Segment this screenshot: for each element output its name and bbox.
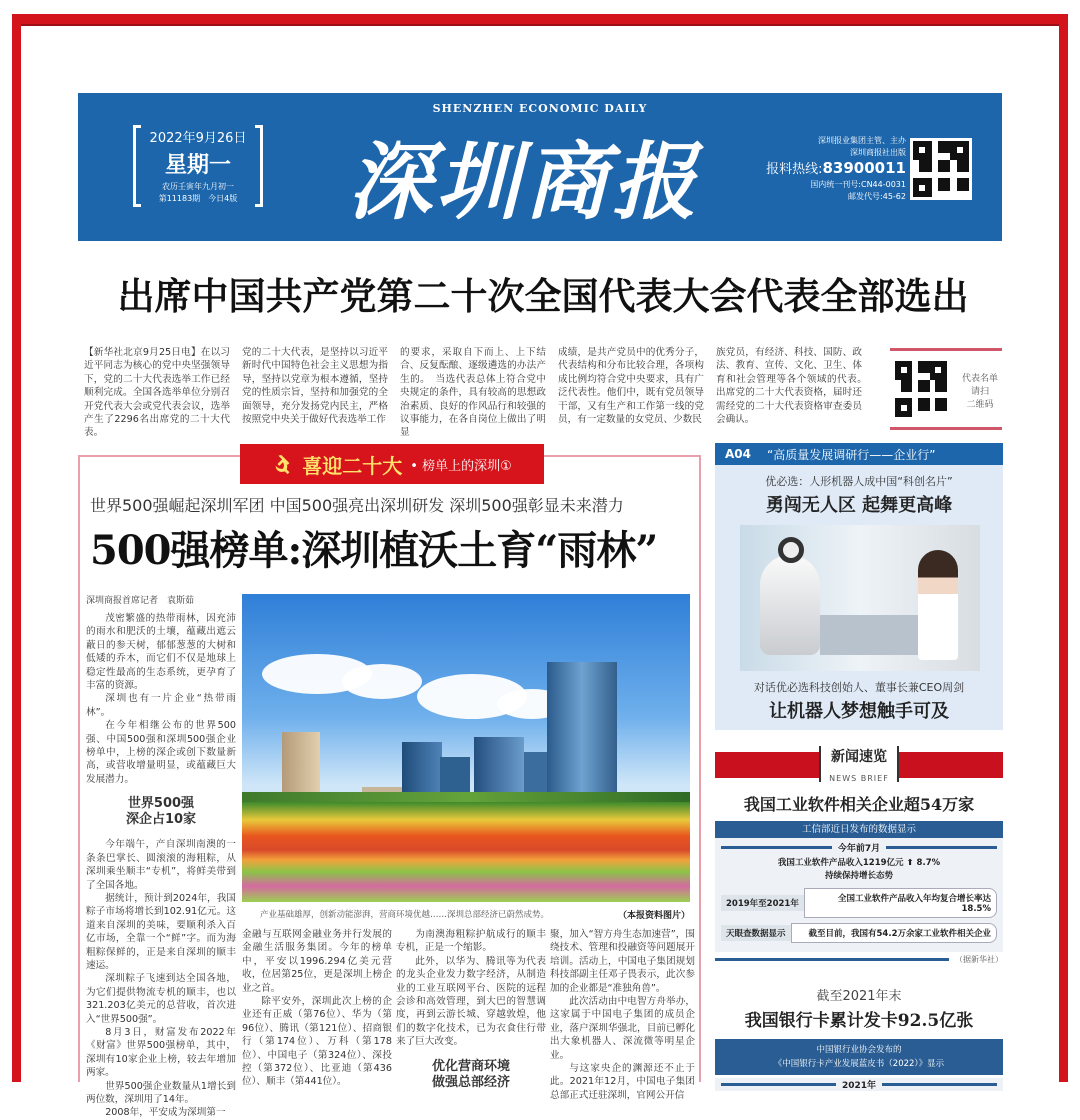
paragraph: 除平安外，深圳此次上榜的企业还有正威（第76位）、华为（第96位）、腾讯（第121位）、招商银行（第174位）、万科（第178位）、中国电子（第324位）、深投控（第372位）、比亚迪（第436位）、顺丰（第441位）。 bbox=[242, 996, 392, 1088]
news-brief-bar bbox=[715, 749, 1003, 783]
section-heading-line: 做强总部经济 bbox=[431, 1074, 510, 1090]
story-column-4 bbox=[550, 928, 695, 1102]
masthead bbox=[78, 93, 1002, 241]
intro-article bbox=[84, 346, 874, 440]
section-heading-line: 世界500强 bbox=[127, 796, 195, 812]
qr-code-icon[interactable] bbox=[910, 138, 972, 200]
paragraph: 深圳粽子飞速到达全国各地，为它们提供物流专机的顺丰，也以321.203亿美元的总营收，首次进入“世界500强”。 bbox=[86, 973, 236, 1025]
paragraph: 8月3日，财富发布2022年《财富》世界500强榜单，其中，深圳有10家企业上榜，较去年增加两家。 bbox=[86, 1026, 236, 1079]
hotline-label: 报料热线: bbox=[766, 162, 823, 177]
postal-code: 邮发代号:45-62 bbox=[848, 192, 906, 201]
news-brief-en: NEWS BRIEF bbox=[829, 774, 889, 783]
story-column-2 bbox=[242, 928, 392, 1089]
source-credit: （据新华社） bbox=[715, 954, 1003, 965]
row-label: 天眼查数据显示 bbox=[721, 925, 791, 941]
row-value: 截至目前，我国有54.2万余家工业软件相关企业 bbox=[791, 923, 997, 943]
hotline bbox=[766, 159, 906, 179]
brief2-source-bar bbox=[715, 1039, 1003, 1075]
infographic-row bbox=[721, 888, 997, 918]
robot-photo bbox=[740, 525, 980, 671]
date-box bbox=[133, 125, 263, 207]
source-line: 《中国银行卡产业发展蓝皮书（2022）》显示 bbox=[773, 1059, 945, 1069]
publisher-info bbox=[766, 135, 906, 203]
photo-caption bbox=[260, 908, 690, 921]
paragraph: 聚，加入“智方舟生态加速营”，围绕技术、管理和投融资等问题展开培训。活动上，中国电子集团规划科技部副主任邓子畏表示，此次参加的企业都是“准独角兽”。 bbox=[550, 929, 695, 994]
newspaper-logo: 深圳商报 bbox=[348, 132, 701, 231]
date: 2022年9月26日 bbox=[149, 131, 247, 146]
paragraph: 据统计，预计到2024年，我国粽子市场将增长到102.91亿元。这道来自深圳的美味，要顺利杀入百亿市场，全靠一个“鲜”字。而为海粗粽保鲜的，正是来自深圳的顺丰速运。 bbox=[86, 892, 236, 971]
delegate-list-qr bbox=[890, 348, 1002, 430]
intro-column: 的要求，采取自下而上、上下结合、反复酝酿、逐级遴选的办法产生的。 当选代表总体上符合党中央规定的条件，具有较高的思想政治素质、良好的作风品行和较强的议事能力，在各自岗位上做出了明显 bbox=[400, 347, 546, 439]
infographic-stat: 我国工业软件产品收入1219亿元 ⬆ 8.7% bbox=[777, 858, 941, 868]
main-headline: 出席中国共产党第二十次全国代表大会代表全部选出 bbox=[117, 275, 969, 318]
weekday: 星期一 bbox=[164, 153, 231, 178]
right-sidebar bbox=[715, 443, 1003, 1094]
infographic-stat: 持续保持增长态势 bbox=[824, 871, 893, 881]
issue-number: 第11183期 今日4版 bbox=[158, 194, 238, 203]
paragraph: 世界500强企业数量从1增长到两位数，深圳用了14年。 bbox=[86, 1080, 236, 1105]
publisher-line: 深圳报业集团主管、主办 bbox=[818, 136, 906, 145]
section-heading-line: 优化营商环境 bbox=[431, 1058, 510, 1074]
brief2-headline: 我国银行卡累计发卡92.5亿张 bbox=[744, 1011, 974, 1031]
intro-column: 党的二十大代表，是坚持以习近平新时代中国特色社会主义思想为指导，坚持以党章为根本遵循，坚持党的性质宗旨，坚持和加强党的全面领导，充分发扬党内民主，严格按照党中央关于做好代表选举工作 bbox=[242, 347, 388, 426]
page-number: A04 bbox=[725, 447, 751, 461]
row-label: 2019年至2021年 bbox=[721, 895, 804, 911]
section-heading bbox=[86, 796, 236, 828]
teaser-kicker: 优必选：人形机器人成中国“科创名片” bbox=[765, 475, 953, 488]
brief2-kicker: 截至2021年末 bbox=[816, 989, 902, 1004]
news-brief-cn: 新闻速览 bbox=[831, 749, 887, 765]
photo-credit: （本报资料图片） bbox=[617, 911, 690, 921]
row-value: 全国工业软件产品收入年均复合增长率达18.5% bbox=[804, 888, 997, 918]
lunar-date: 农历壬寅年九月初一 bbox=[162, 182, 234, 191]
byline: 深圳商报首席记者 袁斯茹 bbox=[86, 596, 195, 606]
teaser-title: 勇闯无人区 起舞更高峰 bbox=[765, 495, 953, 516]
teaser-title-2: 让机器人梦想触手可及 bbox=[769, 701, 949, 722]
source-line: 中国银行业协会发布的 bbox=[816, 1045, 902, 1055]
brief-headline: 我国工业软件相关企业超54万家 bbox=[743, 795, 975, 814]
qr-caption-line: 代表名单 bbox=[961, 374, 998, 384]
qr-code-icon[interactable] bbox=[892, 358, 950, 420]
a04-header bbox=[715, 443, 1003, 465]
infographic-period: 今年前7月 bbox=[715, 841, 1003, 854]
banner-title: 喜迎二十大 bbox=[302, 453, 403, 478]
story-column-3 bbox=[396, 928, 546, 1101]
news-brief-label bbox=[819, 746, 899, 782]
infographic-title: 工信部近日发布的数据显示 bbox=[715, 821, 1003, 838]
infographic-row bbox=[721, 923, 997, 943]
paragraph: 为南澳海粗粽护航成行的顺丰专机，正是一个缩影。 bbox=[396, 929, 546, 954]
qr-caption bbox=[962, 373, 998, 412]
hotline-number: 83900011 bbox=[822, 159, 906, 177]
brief2-period: 2021年 bbox=[715, 1078, 1003, 1091]
story-subhead: 世界500强崛起深圳军团 中国500强亮出深圳研发 深圳500强彰显未来潜力 bbox=[90, 496, 624, 515]
paragraph: 在今年相继公布的世界500强、中国500强和深圳500强企业榜单中，上榜的深企或创下数量新高，或营收增量明显，或蕴藏巨大发展潜力。 bbox=[86, 720, 236, 785]
paragraph: 此次活动由中电智方舟举办，这家属于中国电子集团的成员企业，落户深圳华强北，目前已孵化出大象机器人、深流微等明星企业。 bbox=[550, 996, 695, 1061]
paragraph: 此外，以华为、腾讯等为代表的龙头企业发力数字经济，从制造业的工业互联网平台、医院的远程会诊和高效管理，到大巴的智慧调度，再到云游长城、穿越敦煌，他们的数字化技术，已为衣食住行带来了巨大改变。 bbox=[396, 955, 546, 1048]
intro-column: 【新华社北京9月25日电】在以习近平同志为核心的党中央坚强领导下，党的二十大代表选举工作已经顺利完成。全国各选举单位分别召开党代表大会或党代表会议，选举产生了2296名出席党的二十大代表。 bbox=[84, 347, 230, 439]
paragraph: 今年端午，产自深圳南澳的一条条巴掌长、圆滚滚的海粗粽，从深圳乘坐顺丰“专机”，将鲜美带到了全国各地。 bbox=[86, 839, 236, 891]
publisher-line: 深圳商报社出版 bbox=[850, 148, 906, 157]
section-heading-line: 深企占10家 bbox=[125, 812, 197, 828]
cn-number: 国内统一刊号:CN44-0031 bbox=[810, 180, 906, 189]
software-infographic bbox=[715, 821, 1003, 952]
qr-caption-line: 请扫 bbox=[970, 387, 989, 397]
qr-caption-line: 二维码 bbox=[966, 400, 994, 410]
paragraph: 与这家央企的渊源还不止于此。2021年12月，中国电子集团总部正式迁驻深圳，官网公开信 bbox=[550, 1063, 695, 1101]
teaser-kicker-2: 对话优必选科技创始人、董事长兼CEO周剑 bbox=[753, 681, 965, 694]
paragraph: 2008年，平安成为深圳第一 bbox=[105, 1107, 226, 1119]
a04-teaser[interactable] bbox=[715, 443, 1003, 730]
intro-column: 成绩，是共产党员中的优秀分子，代表结构和分布比较合理，各项构成比例均符合党中央要求，具有广泛代表性。他们中，既有党员领导干部，又有生产和工作第一线的党员，有一定数量的女党员、少数民 bbox=[558, 347, 704, 426]
section-banner bbox=[240, 444, 544, 484]
caption-text: 产业基础雄厚，创新动能澎湃，营商环境优越……深圳总部经济已蔚然成势。 bbox=[260, 910, 550, 920]
paragraph: 深圳也有一片企业“热带雨林”。 bbox=[86, 693, 236, 718]
hammer-sickle-icon bbox=[272, 453, 294, 475]
story-left-column bbox=[86, 612, 236, 1120]
section-heading bbox=[396, 1059, 546, 1091]
banner-subtitle: • 榜单上的深圳① bbox=[410, 458, 512, 474]
intro-column: 族党员，有经济、科技、国防、政法、教育、宣传、文化、卫生、体育和社会管理等各个领域的代表。 出席党的二十大代表资格，届时还需经党的二十大代表资格审查委员会确认。 bbox=[716, 347, 872, 426]
paragraph: 金融与互联网金融业务并行发展的金融生活服务集团。今年的榜单中，平安以1996.294亿美元营收，位居第25位，更是深圳上榜企业之首。 bbox=[242, 929, 392, 994]
series-title: “高质量发展调研行——企业行” bbox=[767, 447, 936, 462]
shenzhen-skyline-photo bbox=[242, 594, 690, 902]
masthead-english: SHENZHEN ECONOMIC DAILY bbox=[432, 102, 648, 115]
paragraph: 茂密繁盛的热带雨林，因充沛的雨水和肥沃的土壤，蕴藏出遮云蔽日的参天树，郁郁葱葱的大树和低矮的乔木，而它们不仅是地球上稳定性最高的生态系统，更孕育了丰富的资源。 bbox=[86, 613, 236, 692]
story-title: 500强榜单:深圳植沃土育“雨林” bbox=[90, 527, 658, 574]
